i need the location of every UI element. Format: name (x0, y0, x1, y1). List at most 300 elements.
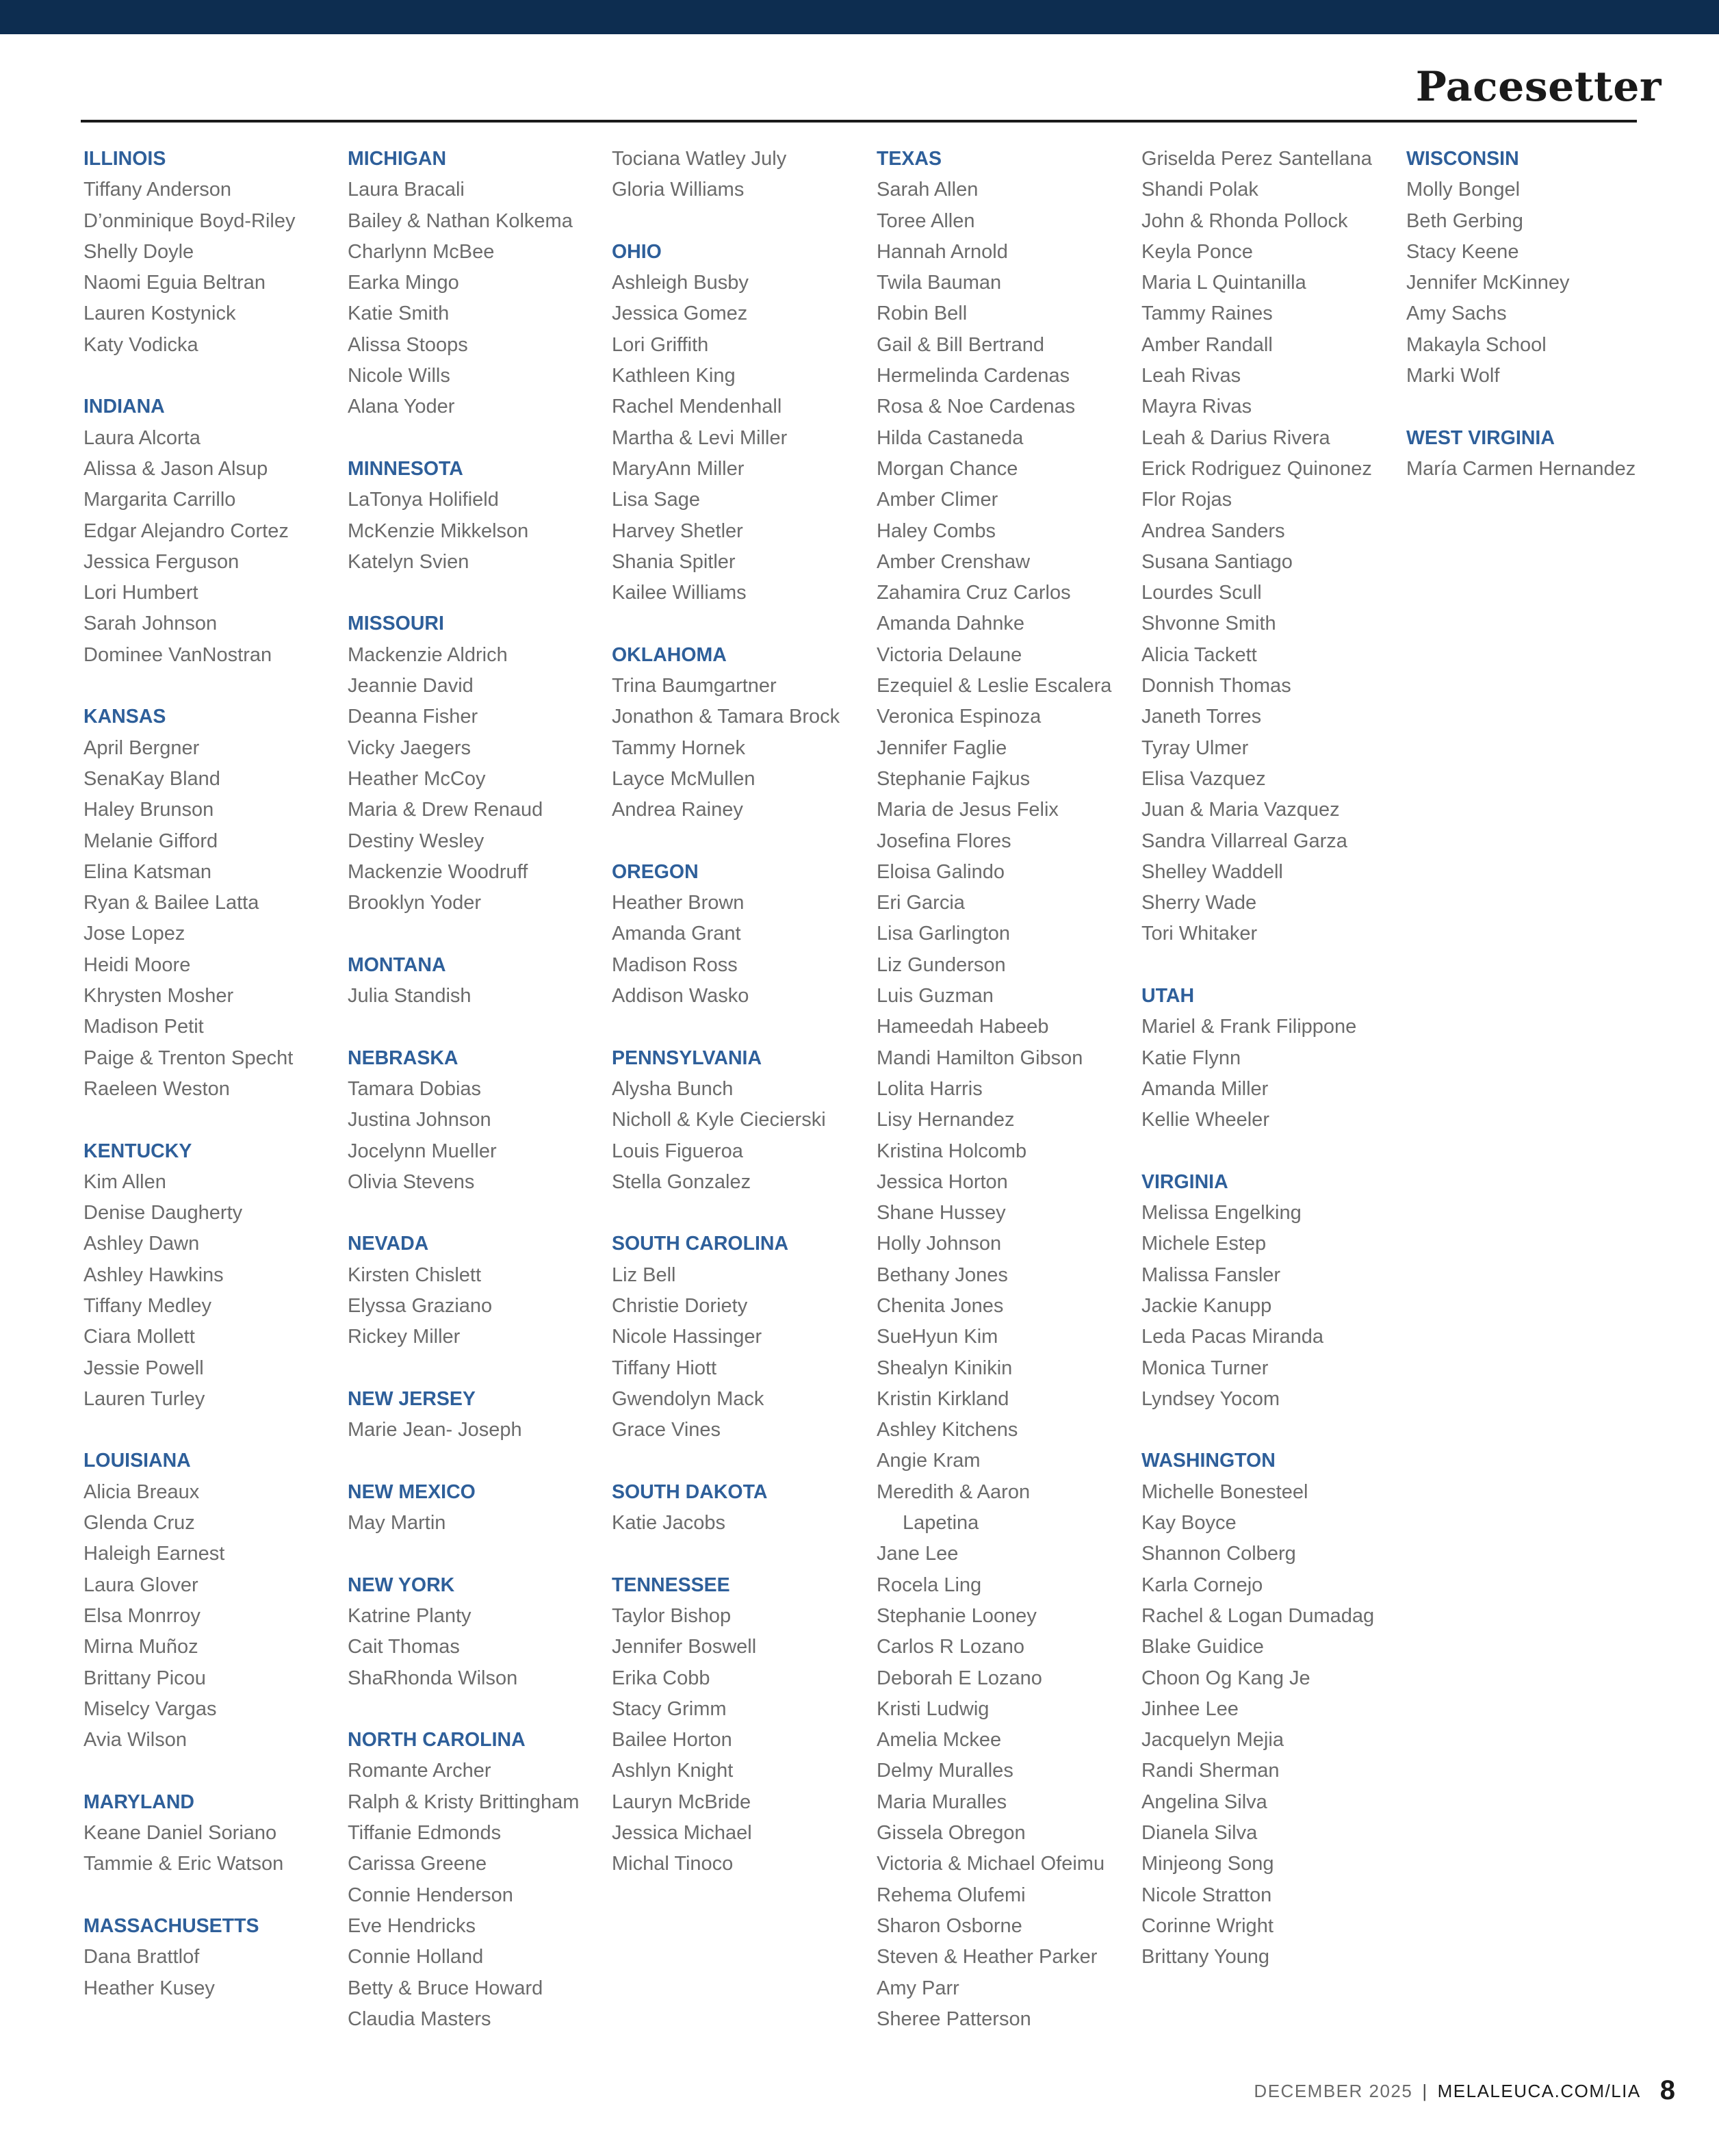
member-name-continued: Lapetina (903, 1512, 979, 1535)
member-name: Elyssa Graziano (348, 1294, 493, 1317)
member-name: Luis Guzman (877, 985, 994, 1008)
section-spacer (348, 1198, 601, 1229)
member-name: Blake Guidice (1141, 1636, 1264, 1658)
member-name: Hannah Arnold (877, 240, 1008, 263)
member-name: Kim Allen (83, 1170, 166, 1193)
member-name: Minjeong Song (1141, 1853, 1274, 1875)
member-name: Dana Brattlof (83, 1946, 200, 1968)
member-name: Elina Katsman (83, 860, 211, 883)
member-name: Kellie Wheeler (1141, 1109, 1269, 1131)
member-name: ShaRhonda Wilson (348, 1667, 518, 1689)
member-name: Laura Glover (83, 1574, 198, 1596)
member-name: Bethany Jones (877, 1263, 1008, 1286)
member-name: Stacy Keene (1406, 240, 1519, 263)
member-name: Connie Henderson (348, 1884, 513, 1906)
name-column-2 (348, 144, 601, 2035)
member-name: Victoria Delaune (877, 643, 1022, 666)
member-name: Katie Flynn (1141, 1047, 1241, 1069)
member-name: Makayla School (1406, 333, 1547, 356)
member-name: Alysha Bunch (612, 1077, 734, 1100)
member-name: Lourdes Scull (1141, 582, 1262, 604)
member-name: Andrea Rainey (612, 799, 743, 821)
page-title: Pacesetter (1415, 63, 1662, 111)
member-name: Mariel & Frank Filippone (1141, 1016, 1357, 1038)
member-name: Brittany Young (1141, 1946, 1270, 1968)
member-name: Raeleen Weston (83, 1077, 230, 1100)
member-name: Robin Bell (877, 303, 968, 325)
member-name: Madison Petit (83, 1016, 204, 1038)
state-heading: OHIO (612, 240, 662, 263)
member-name: Connie Holland (348, 1946, 484, 1968)
member-name: Betty & Bruce Howard (348, 1977, 543, 1999)
member-name: Marie Jean- Joseph (348, 1419, 522, 1441)
member-name: Michelle Bonesteel (1141, 1480, 1308, 1503)
member-name: John & Rhonda Pollock (1141, 209, 1348, 232)
member-name: Lauren Turley (83, 1387, 205, 1410)
member-name: Katelyn Svien (348, 550, 469, 573)
member-name: Lisa Sage (612, 489, 700, 511)
state-heading: NORTH CAROLINA (348, 1729, 526, 1751)
member-name: Alissa Stoops (348, 333, 468, 356)
member-name: Eve Hendricks (348, 1914, 476, 1937)
member-name: Jessica Ferguson (83, 550, 240, 573)
member-name: Taylor Bishop (612, 1604, 732, 1627)
footer-separator: | (1422, 2081, 1428, 2101)
member-name: April Bergner (83, 736, 200, 759)
member-name: Keane Daniel Soriano (83, 1822, 277, 1845)
name-column-3 (612, 144, 865, 1880)
member-name: Tamara Dobias (348, 1077, 482, 1100)
member-name: D’onminique Boyd-Riley (83, 209, 296, 232)
member-name: Jessica Michael (612, 1822, 752, 1845)
member-name: Hermelinda Cardenas (877, 365, 1070, 387)
member-name: Haleigh Earnest (83, 1543, 225, 1565)
member-name: Jackie Kanupp (1141, 1294, 1272, 1317)
member-name: Shelley Waddell (1141, 860, 1283, 883)
member-name: Kristina Holcomb (877, 1140, 1027, 1162)
section-spacer (612, 1012, 865, 1042)
member-name: Josefina Flores (877, 830, 1011, 852)
title-rule (81, 120, 1637, 123)
member-name: Martha & Levi Miller (612, 426, 788, 449)
member-name: Toree Allen (877, 209, 975, 232)
member-name: Earka Mingo (348, 272, 459, 294)
member-name: Madison Ross (612, 953, 738, 976)
member-name: Kailee Williams (612, 582, 747, 604)
member-name: Brooklyn Yoder (348, 892, 482, 914)
member-name: Denise Daugherty (83, 1202, 243, 1224)
member-name: Monica Turner (1141, 1357, 1269, 1379)
member-name: Kay Boyce (1141, 1512, 1237, 1535)
member-name: Justina Johnson (348, 1109, 491, 1131)
state-heading: INDIANA (83, 396, 165, 418)
member-name: Maria L Quintanilla (1141, 272, 1306, 294)
member-name: Haley Brunson (83, 799, 214, 821)
member-name: Jane Lee (877, 1543, 959, 1565)
member-name: Alicia Tackett (1141, 643, 1257, 666)
member-name: Harvey Shetler (612, 519, 743, 542)
section-spacer (83, 1105, 337, 1135)
member-name: Avia Wilson (83, 1729, 187, 1751)
section-spacer (612, 206, 865, 237)
member-name: Jocelynn Mueller (348, 1140, 497, 1162)
member-name: Tammy Hornek (612, 736, 745, 759)
member-name: Addison Wasko (612, 985, 749, 1008)
member-name: Gwendolyn Mack (612, 1387, 764, 1410)
member-name: Donnish Thomas (1141, 675, 1291, 697)
member-name: Glenda Cruz (83, 1512, 195, 1535)
member-name: Ashlyn Knight (612, 1760, 734, 1782)
member-name: Trina Baumgartner (612, 675, 777, 697)
top-banner (0, 0, 1719, 34)
state-heading: MARYLAND (83, 1791, 195, 1813)
member-name: Janeth Torres (1141, 706, 1262, 728)
member-name: Katie Smith (348, 303, 450, 325)
member-name: Louis Figueroa (612, 1140, 743, 1162)
state-heading: VIRGINIA (1141, 1170, 1228, 1193)
member-name: Hilda Castaneda (877, 426, 1024, 449)
section-spacer (348, 1694, 601, 1725)
member-name: Charlynn McBee (348, 240, 495, 263)
member-name: Amber Randall (1141, 333, 1273, 356)
member-name: Hameedah Habeeb (877, 1016, 1049, 1038)
state-heading: WISCONSIN (1406, 148, 1519, 170)
member-name: Tori Whitaker (1141, 923, 1258, 945)
member-name: Katy Vodicka (83, 333, 198, 356)
section-spacer (612, 1198, 865, 1229)
member-name: Jessie Powell (83, 1357, 204, 1379)
member-name: Heather Brown (612, 892, 745, 914)
member-name: Nicholl & Kyle Ciecierski (612, 1109, 826, 1131)
state-heading: KENTUCKY (83, 1140, 192, 1162)
section-spacer (1406, 392, 1659, 422)
section-spacer (348, 1446, 601, 1476)
member-name: Leah Rivas (1141, 365, 1241, 387)
member-name: Ashley Hawkins (83, 1263, 224, 1286)
member-name: Dianela Silva (1141, 1822, 1258, 1845)
member-name: Amelia Mckee (877, 1729, 1002, 1751)
member-name: Angelina Silva (1141, 1791, 1267, 1813)
member-name: Shealyn Kinikin (877, 1357, 1013, 1379)
member-name: Elsa Monrroy (83, 1604, 201, 1627)
member-name: Eri Garcia (877, 892, 965, 914)
member-name: Margarita Carrillo (83, 489, 236, 511)
member-name: María Carmen Hernandez (1406, 457, 1636, 480)
member-name: Amanda Miller (1141, 1077, 1269, 1100)
state-heading: OKLAHOMA (612, 643, 727, 666)
member-name: Bailey & Nathan Kolkema (348, 209, 573, 232)
member-name: Tammie & Eric Watson (83, 1853, 284, 1875)
member-name: Stephanie Fajkus (877, 767, 1031, 790)
member-name: Lisy Hernandez (877, 1109, 1015, 1131)
section-spacer (348, 919, 601, 949)
member-name: Romante Archer (348, 1760, 491, 1782)
member-name: Tiffanie Edmonds (348, 1822, 502, 1845)
member-name: Rachel & Logan Dumadag (1141, 1604, 1375, 1627)
member-name: Kirsten Chislett (348, 1263, 482, 1286)
member-name: Shania Spitler (612, 550, 736, 573)
member-name: Jacquelyn Mejia (1141, 1729, 1284, 1751)
member-name: May Martin (348, 1512, 446, 1535)
member-name: Sharon Osborne (877, 1914, 1022, 1937)
member-name: Heather Kusey (83, 1977, 215, 1999)
member-name: Karla Cornejo (1141, 1574, 1263, 1596)
member-name: Dominee VanNostran (83, 643, 272, 666)
member-name: Stephanie Looney (877, 1604, 1037, 1627)
state-heading: MASSACHUSETTS (83, 1914, 259, 1937)
member-name: Haley Combs (877, 519, 996, 542)
section-spacer (83, 361, 337, 392)
member-name: Twila Bauman (877, 272, 1002, 294)
member-name: Lori Humbert (83, 582, 198, 604)
state-heading: PENNSYLVANIA (612, 1047, 762, 1069)
member-name: Ralph & Kristy Brittingham (348, 1791, 580, 1813)
member-name: Tiffany Anderson (83, 179, 232, 201)
state-heading: MONTANA (348, 953, 446, 976)
member-name: Deanna Fisher (348, 706, 478, 728)
member-name: SueHyun Kim (877, 1326, 998, 1348)
member-name: Olivia Stevens (348, 1170, 475, 1193)
state-heading: KANSAS (83, 706, 166, 728)
member-name: Susana Santiago (1141, 550, 1293, 573)
member-name: Chenita Jones (877, 1294, 1004, 1317)
state-heading: TEXAS (877, 148, 942, 170)
member-name: Sarah Johnson (83, 613, 218, 635)
state-heading: TENNESSEE (612, 1574, 730, 1596)
section-spacer (612, 1446, 865, 1476)
member-name: Andrea Sanders (1141, 519, 1285, 542)
state-heading: OREGON (612, 860, 699, 883)
member-name: Nicole Wills (348, 365, 450, 387)
member-name: Shelly Doyle (83, 240, 194, 263)
member-name: Maria & Drew Renaud (348, 799, 543, 821)
member-name: Deborah E Lozano (877, 1667, 1042, 1689)
member-name: Stella Gonzalez (612, 1170, 751, 1193)
member-name: Angie Kram (877, 1450, 981, 1472)
member-name: Michele Estep (1141, 1233, 1267, 1255)
member-name: Sheree Patterson (877, 2007, 1031, 2030)
member-name: Randi Sherman (1141, 1760, 1280, 1782)
member-name: Carissa Greene (348, 1853, 487, 1875)
member-name: Nicole Stratton (1141, 1884, 1272, 1906)
member-name: Rosa & Noe Cardenas (877, 396, 1076, 418)
member-name: Kristi Ludwig (877, 1697, 990, 1720)
member-name: Meredith & Aaron (877, 1480, 1031, 1503)
section-spacer (348, 1353, 601, 1384)
member-name: Rickey Miller (348, 1326, 461, 1348)
member-name: Tyray Ulmer (1141, 736, 1249, 759)
member-name: Kathleen King (612, 365, 736, 387)
state-heading: MISSOURI (348, 613, 444, 635)
member-name: Eloisa Galindo (877, 860, 1005, 883)
member-name: Brittany Picou (83, 1667, 206, 1689)
member-name: Victoria & Michael Ofeimu (877, 1853, 1105, 1875)
member-name: Lisa Garlington (877, 923, 1011, 945)
member-name: Jennifer McKinney (1406, 272, 1570, 294)
member-name: Heidi Moore (83, 953, 191, 976)
member-name: Sherry Wade (1141, 892, 1257, 914)
member-name: Tiffany Medley (83, 1294, 211, 1317)
member-name: Shvonne Smith (1141, 613, 1276, 635)
name-column-5 (1141, 144, 1395, 1973)
member-name: Holly Johnson (877, 1233, 1002, 1255)
issue-date: DECEMBER 2025 (1254, 2081, 1413, 2101)
member-name: MaryAnn Miller (612, 457, 745, 480)
member-name: Jennifer Faglie (877, 736, 1007, 759)
state-heading: ILLINOIS (83, 148, 166, 170)
section-spacer (612, 1539, 865, 1569)
member-name: Mackenzie Woodruff (348, 860, 528, 883)
member-name: Lauryn McBride (612, 1791, 751, 1813)
state-heading: WEST VIRGINIA (1406, 426, 1555, 449)
member-name: Maria de Jesus Felix (877, 799, 1059, 821)
member-name: LaTonya Holifield (348, 489, 499, 511)
member-name: Leda Pacas Miranda (1141, 1326, 1323, 1348)
section-spacer (83, 1756, 337, 1786)
state-heading: SOUTH CAROLINA (612, 1233, 789, 1255)
page-footer (1254, 2075, 1675, 2106)
section-spacer (83, 1880, 337, 1911)
member-name: Jose Lopez (83, 923, 185, 945)
member-name: Tiffany Hiott (612, 1357, 717, 1379)
member-name: Naomi Eguia Beltran (83, 272, 266, 294)
member-name: Gissela Obregon (877, 1822, 1026, 1845)
name-column-1 (83, 144, 337, 2004)
member-name: Mirna Muñoz (83, 1636, 198, 1658)
name-column-4 (877, 144, 1130, 2035)
member-name: Molly Bongel (1406, 179, 1521, 201)
member-name: Maria Muralles (877, 1791, 1007, 1813)
section-spacer (83, 1415, 337, 1446)
member-name: Jinhee Lee (1141, 1697, 1239, 1720)
member-name: Claudia Masters (348, 2007, 491, 2030)
member-name: Amber Climer (877, 489, 998, 511)
member-name: Kristin Kirkland (877, 1387, 1009, 1410)
member-name: Flor Rojas (1141, 489, 1232, 511)
section-spacer (612, 608, 865, 639)
member-name: Destiny Wesley (348, 830, 484, 852)
member-name: Erick Rodriguez Quinonez (1141, 457, 1372, 480)
member-name: Beth Gerbing (1406, 209, 1523, 232)
member-name: Lori Griffith (612, 333, 709, 356)
member-name: Shandi Polak (1141, 179, 1258, 201)
member-name: Keyla Ponce (1141, 240, 1253, 263)
member-name: Delmy Muralles (877, 1760, 1013, 1782)
member-name: Michal Tinoco (612, 1853, 734, 1875)
member-name: Rocela Ling (877, 1574, 982, 1596)
member-name: Malissa Fansler (1141, 1263, 1281, 1286)
member-name: Erika Cobb (612, 1667, 710, 1689)
member-name: Julia Standish (348, 985, 471, 1008)
member-name: Sandra Villarreal Garza (1141, 830, 1347, 852)
member-name: Melissa Engelking (1141, 1202, 1302, 1224)
member-name: Edgar Alejandro Cortez (83, 519, 289, 542)
member-name: Nicole Hassinger (612, 1326, 762, 1348)
member-name: Ashley Dawn (83, 1233, 200, 1255)
section-spacer (348, 1539, 601, 1569)
member-name: Shane Hussey (877, 1202, 1006, 1224)
member-name: Miselcy Vargas (83, 1697, 217, 1720)
member-name: Jessica Gomez (612, 303, 748, 325)
state-heading: MICHIGAN (348, 148, 447, 170)
member-name: Rehema Olufemi (877, 1884, 1026, 1906)
member-name: Shannon Colberg (1141, 1543, 1296, 1565)
member-name: Juan & Maria Vazquez (1141, 799, 1340, 821)
member-name: Rachel Mendenhall (612, 396, 782, 418)
member-name: Jonathon & Tamara Brock (612, 706, 840, 728)
member-name: Tammy Raines (1141, 303, 1273, 325)
member-name: Ciara Mollett (83, 1326, 195, 1348)
state-heading: MINNESOTA (348, 457, 463, 480)
member-name: SenaKay Bland (83, 767, 220, 790)
member-name: Tociana Watley July (612, 148, 787, 170)
member-name: Morgan Chance (877, 457, 1018, 480)
member-name: Leah & Darius Rivera (1141, 426, 1330, 449)
member-name: Amber Crenshaw (877, 550, 1031, 573)
member-name: Amy Sachs (1406, 303, 1507, 325)
member-name: Marki Wolf (1406, 365, 1500, 387)
member-name: Alana Yoder (348, 396, 455, 418)
member-name: Laura Bracali (348, 179, 465, 201)
section-spacer (348, 1012, 601, 1042)
member-name: Alicia Breaux (83, 1480, 200, 1503)
member-name: Jessica Horton (877, 1170, 1008, 1193)
member-name: Jeannie David (348, 675, 474, 697)
member-name: Christie Doriety (612, 1294, 748, 1317)
member-name: Mandi Hamilton Gibson (877, 1047, 1083, 1069)
state-heading: NEBRASKA (348, 1047, 458, 1069)
state-heading: SOUTH DAKOTA (612, 1480, 768, 1503)
member-name: Heather McCoy (348, 767, 486, 790)
member-name: Mackenzie Aldrich (348, 643, 508, 666)
member-name: Choon Og Kang Je (1141, 1667, 1310, 1689)
member-name: Lauren Kostynick (83, 303, 236, 325)
member-name: Bailee Horton (612, 1729, 732, 1751)
member-name: Griselda Perez Santellana (1141, 148, 1372, 170)
member-name: Ezequiel & Leslie Escalera (877, 675, 1112, 697)
section-spacer (348, 423, 601, 454)
member-name: Ryan & Bailee Latta (83, 892, 259, 914)
member-name: Paige & Trenton Specht (83, 1047, 294, 1069)
member-name: Katrine Planty (348, 1604, 471, 1627)
state-heading: LOUISIANA (83, 1450, 191, 1472)
section-spacer (348, 578, 601, 608)
member-name: Melanie Gifford (83, 830, 218, 852)
member-name: Katie Jacobs (612, 1512, 726, 1535)
member-name: Mayra Rivas (1141, 396, 1252, 418)
member-name: Zahamira Cruz Carlos (877, 582, 1071, 604)
member-name: Veronica Espinoza (877, 706, 1042, 728)
section-spacer (83, 671, 337, 702)
state-heading: WASHINGTON (1141, 1450, 1276, 1472)
member-name: Stacy Grimm (612, 1697, 727, 1720)
state-heading: UTAH (1141, 985, 1195, 1008)
member-name: Amanda Dahnke (877, 613, 1025, 635)
member-name: Elisa Vazquez (1141, 767, 1266, 790)
member-name: Cait Thomas (348, 1636, 460, 1658)
member-name: McKenzie Mikkelson (348, 519, 529, 542)
state-heading: NEW JERSEY (348, 1387, 476, 1410)
member-name: Amy Parr (877, 1977, 959, 1999)
member-name: Lyndsey Yocom (1141, 1387, 1280, 1410)
member-name: Khrysten Mosher (83, 985, 234, 1008)
member-name: Laura Alcorta (83, 426, 201, 449)
member-name: Grace Vines (612, 1419, 721, 1441)
member-name: Vicky Jaegers (348, 736, 471, 759)
member-name: Corinne Wright (1141, 1914, 1274, 1937)
section-spacer (612, 826, 865, 857)
state-heading: NEVADA (348, 1233, 429, 1255)
